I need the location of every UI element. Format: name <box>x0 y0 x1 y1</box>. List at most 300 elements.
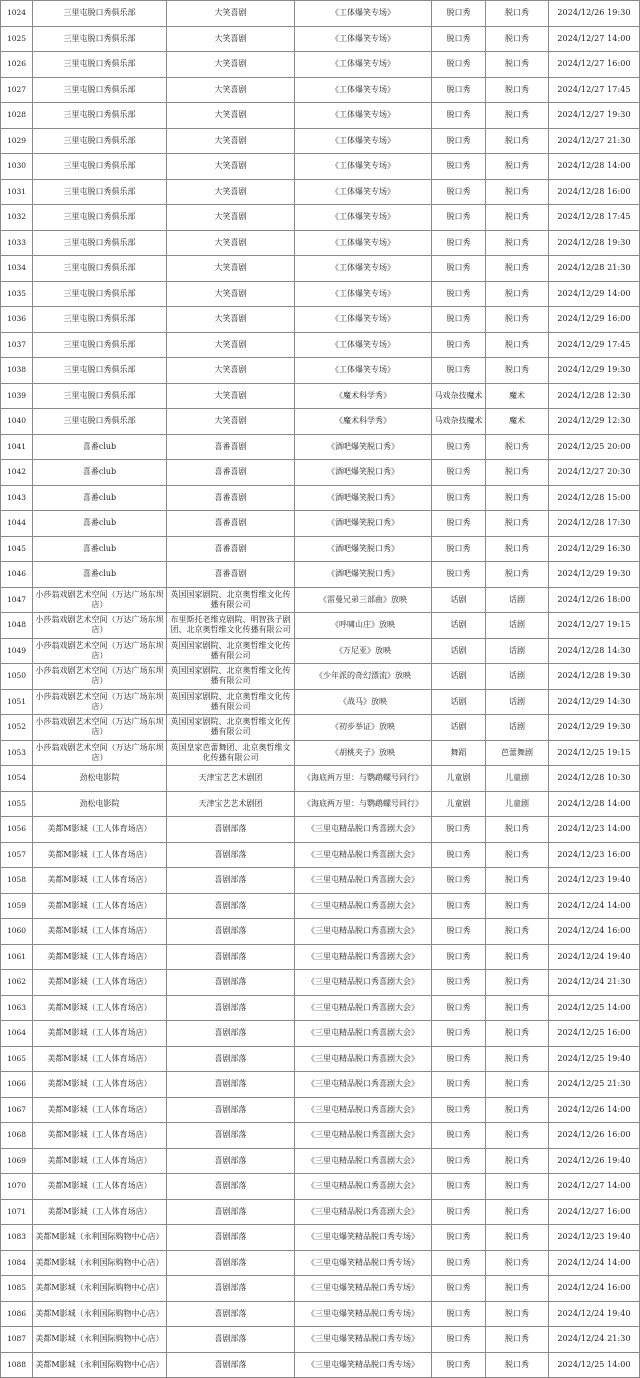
program-title-cell: 《酒吧爆笑脱口秀》 <box>295 536 432 562</box>
table-row <box>1 944 640 970</box>
row-number: 1050 <box>1 664 33 690</box>
table-row <box>1 1250 640 1276</box>
venue-cell: 三里屯脱口秀俱乐部 <box>33 358 167 384</box>
venue-cell: 美都M影城（工人体育场店） <box>33 1021 167 1047</box>
organizer-cell: 大笑喜剧 <box>167 154 295 180</box>
show-time-cell: 2024/12/29 19:30 <box>549 715 640 741</box>
show-time-cell: 2024/12/23 19:40 <box>549 1225 640 1251</box>
show-time-cell: 2024/12/29 12:30 <box>549 409 640 435</box>
organizer-cell: 喜剧部落 <box>167 817 295 843</box>
program-title-cell: 《万尼亚》放映 <box>295 638 432 664</box>
organizer-cell: 喜剧部落 <box>167 1072 295 1098</box>
program-title-cell: 《工体爆笑专场》 <box>295 128 432 154</box>
category-cell: 脱口秀 <box>432 485 486 511</box>
subcategory-cell: 芭蕾舞剧 <box>486 740 549 766</box>
category-cell: 脱口秀 <box>432 893 486 919</box>
show-time-cell: 2024/12/28 19:30 <box>549 664 640 690</box>
row-number: 1060 <box>1 919 33 945</box>
table-row <box>1 536 640 562</box>
row-number: 1063 <box>1 995 33 1021</box>
row-number: 1049 <box>1 638 33 664</box>
category-cell: 脱口秀 <box>432 1046 486 1072</box>
organizer-cell: 喜番喜剧 <box>167 536 295 562</box>
subcategory-cell: 脱口秀 <box>486 1199 549 1225</box>
program-title-cell: 《三里屯爆笑精品脱口秀专场》 <box>295 1250 432 1276</box>
organizer-cell: 喜剧部落 <box>167 1225 295 1251</box>
program-title-cell: 《三里屯爆笑精品脱口秀专场》 <box>295 1352 432 1378</box>
table-row <box>1 664 640 690</box>
table-row <box>1 1276 640 1302</box>
subcategory-cell: 话剧 <box>486 638 549 664</box>
table-row <box>1 995 640 1021</box>
row-number: 1067 <box>1 1097 33 1123</box>
table-row <box>1 26 640 52</box>
table-body <box>1 1 640 1378</box>
subcategory-cell: 魔术 <box>486 409 549 435</box>
organizer-cell: 大笑喜剧 <box>167 1 295 27</box>
table-row <box>1 332 640 358</box>
organizer-cell: 喜番喜剧 <box>167 434 295 460</box>
table-row <box>1 1301 640 1327</box>
row-number: 1070 <box>1 1174 33 1200</box>
venue-cell: 美都M影城（工人体育场店） <box>33 842 167 868</box>
table-row <box>1 1148 640 1174</box>
table-row <box>1 715 640 741</box>
subcategory-cell: 脱口秀 <box>486 485 549 511</box>
venue-cell: 三里屯脱口秀俱乐部 <box>33 409 167 435</box>
row-number: 1061 <box>1 944 33 970</box>
row-number: 1041 <box>1 434 33 460</box>
venue-cell: 美都M影城（工人体育场店） <box>33 1097 167 1123</box>
row-number: 1028 <box>1 103 33 129</box>
program-title-cell: 《工体爆笑专场》 <box>295 332 432 358</box>
show-time-cell: 2024/12/29 19:30 <box>549 358 640 384</box>
organizer-cell: 喜剧部落 <box>167 1199 295 1225</box>
category-cell: 脱口秀 <box>432 511 486 537</box>
venue-cell: 美都M影城（工人体育场店） <box>33 1148 167 1174</box>
venue-cell: 美都M影城（工人体育场店） <box>33 944 167 970</box>
subcategory-cell: 脱口秀 <box>486 1276 549 1302</box>
table-row <box>1 817 640 843</box>
show-time-cell: 2024/12/29 19:30 <box>549 562 640 588</box>
organizer-cell: 喜剧部落 <box>167 995 295 1021</box>
organizer-cell: 大笑喜剧 <box>167 409 295 435</box>
table-row <box>1 1123 640 1149</box>
venue-cell: 美都M影城（工人体育场店） <box>33 893 167 919</box>
program-title-cell: 《胡桃夹子》放映 <box>295 740 432 766</box>
program-title-cell: 《工体爆笑专场》 <box>295 256 432 282</box>
subcategory-cell: 脱口秀 <box>486 281 549 307</box>
table-row <box>1 103 640 129</box>
venue-cell: 三里屯脱口秀俱乐部 <box>33 281 167 307</box>
table-row <box>1 154 640 180</box>
program-title-cell: 《工体爆笑专场》 <box>295 103 432 129</box>
show-time-cell: 2024/12/25 14:00 <box>549 995 640 1021</box>
venue-cell: 美都M影城（工人体育场店） <box>33 1123 167 1149</box>
row-number: 1066 <box>1 1072 33 1098</box>
subcategory-cell: 脱口秀 <box>486 1250 549 1276</box>
subcategory-cell: 儿童剧 <box>486 766 549 792</box>
program-title-cell: 《工体爆笑专场》 <box>295 179 432 205</box>
row-number: 1038 <box>1 358 33 384</box>
subcategory-cell: 脱口秀 <box>486 1072 549 1098</box>
show-time-cell: 2024/12/25 16:00 <box>549 1021 640 1047</box>
row-number: 1047 <box>1 587 33 613</box>
row-number: 1032 <box>1 205 33 231</box>
program-title-cell: 《三里屯精品脱口秀喜剧大会》 <box>295 995 432 1021</box>
program-title-cell: 《三里屯精品脱口秀喜剧大会》 <box>295 1123 432 1149</box>
table-row <box>1 281 640 307</box>
show-time-cell: 2024/12/29 16:00 <box>549 307 640 333</box>
show-time-cell: 2024/12/28 15:00 <box>549 485 640 511</box>
organizer-cell: 喜剧部落 <box>167 1148 295 1174</box>
table-row <box>1 970 640 996</box>
venue-cell: 劲松电影院 <box>33 791 167 817</box>
show-time-cell: 2024/12/26 14:00 <box>549 1097 640 1123</box>
row-number: 1024 <box>1 1 33 27</box>
category-cell: 脱口秀 <box>432 1021 486 1047</box>
show-time-cell: 2024/12/28 10:30 <box>549 766 640 792</box>
subcategory-cell: 脱口秀 <box>486 205 549 231</box>
organizer-cell: 喜番喜剧 <box>167 511 295 537</box>
venue-cell: 美都M影城（工人体育场店） <box>33 1199 167 1225</box>
show-time-cell: 2024/12/28 14:00 <box>549 791 640 817</box>
organizer-cell: 大笑喜剧 <box>167 128 295 154</box>
show-time-cell: 2024/12/28 16:00 <box>549 179 640 205</box>
category-cell: 脱口秀 <box>432 1123 486 1149</box>
row-number: 1068 <box>1 1123 33 1149</box>
table-row <box>1 613 640 639</box>
show-time-cell: 2024/12/23 19:40 <box>549 868 640 894</box>
venue-cell: 小莎翁戏剧艺术空间（万达广场东坝店） <box>33 689 167 715</box>
show-time-cell: 2024/12/29 16:30 <box>549 536 640 562</box>
row-number: 1084 <box>1 1250 33 1276</box>
show-time-cell: 2024/12/26 19:30 <box>549 1 640 27</box>
subcategory-cell: 脱口秀 <box>486 1148 549 1174</box>
category-cell: 脱口秀 <box>432 562 486 588</box>
table-row <box>1 842 640 868</box>
row-number: 1044 <box>1 511 33 537</box>
table-row <box>1 689 640 715</box>
show-time-cell: 2024/12/28 14:00 <box>549 154 640 180</box>
venue-cell: 三里屯脱口秀俱乐部 <box>33 256 167 282</box>
organizer-cell: 大笑喜剧 <box>167 307 295 333</box>
program-title-cell: 《雷曼兄弟三部曲》放映 <box>295 587 432 613</box>
table-row <box>1 460 640 486</box>
venue-cell: 美都M影城（永利国际购物中心店） <box>33 1250 167 1276</box>
row-number: 1026 <box>1 52 33 78</box>
program-title-cell: 《酒吧爆笑脱口秀》 <box>295 460 432 486</box>
category-cell: 脱口秀 <box>432 128 486 154</box>
venue-cell: 美都M影城（工人体育场店） <box>33 1174 167 1200</box>
program-title-cell: 《工体爆笑专场》 <box>295 358 432 384</box>
venue-cell: 小莎翁戏剧艺术空间（万达广场东坝店） <box>33 664 167 690</box>
row-number: 1035 <box>1 281 33 307</box>
program-title-cell: 《工体爆笑专场》 <box>295 205 432 231</box>
program-title-cell: 《三里屯精品脱口秀喜剧大会》 <box>295 842 432 868</box>
row-number: 1085 <box>1 1276 33 1302</box>
row-number: 1083 <box>1 1225 33 1251</box>
subcategory-cell: 脱口秀 <box>486 970 549 996</box>
row-number: 1051 <box>1 689 33 715</box>
row-number: 1048 <box>1 613 33 639</box>
category-cell: 脱口秀 <box>432 1148 486 1174</box>
venue-cell: 小莎翁戏剧艺术空间（万达广场东坝店） <box>33 740 167 766</box>
organizer-cell: 喜剧部落 <box>167 1097 295 1123</box>
table-row <box>1 52 640 78</box>
table-row <box>1 868 640 894</box>
subcategory-cell: 话剧 <box>486 664 549 690</box>
row-number: 1037 <box>1 332 33 358</box>
subcategory-cell: 脱口秀 <box>486 868 549 894</box>
category-cell: 脱口秀 <box>432 230 486 256</box>
venue-cell: 小莎翁戏剧艺术空间（万达广场东坝店） <box>33 587 167 613</box>
row-number: 1036 <box>1 307 33 333</box>
category-cell: 脱口秀 <box>432 1174 486 1200</box>
show-time-cell: 2024/12/23 16:00 <box>549 842 640 868</box>
show-time-cell: 2024/12/28 17:45 <box>549 205 640 231</box>
show-time-cell: 2024/12/28 14:30 <box>549 638 640 664</box>
venue-cell: 三里屯脱口秀俱乐部 <box>33 307 167 333</box>
organizer-cell: 喜剧部落 <box>167 944 295 970</box>
program-title-cell: 《工体爆笑专场》 <box>295 1 432 27</box>
organizer-cell: 布里斯托老维克剧院、明智孩子剧团、北京奥哲维文化传播有限公司 <box>167 613 295 639</box>
show-time-cell: 2024/12/25 14:00 <box>549 1352 640 1378</box>
subcategory-cell: 儿童剧 <box>486 791 549 817</box>
venue-cell: 劲松电影院 <box>33 766 167 792</box>
category-cell: 舞蹈 <box>432 740 486 766</box>
venue-cell: 三里屯脱口秀俱乐部 <box>33 26 167 52</box>
row-number: 1033 <box>1 230 33 256</box>
row-number: 1065 <box>1 1046 33 1072</box>
row-number: 1062 <box>1 970 33 996</box>
program-title-cell: 《海底两万里：与鹦鹉螺号同行》 <box>295 791 432 817</box>
subcategory-cell: 脱口秀 <box>486 332 549 358</box>
organizer-cell: 英国皇家芭蕾舞团、北京奥哲维文化传播有限公司 <box>167 740 295 766</box>
venue-cell: 美都M影城（工人体育场店） <box>33 1072 167 1098</box>
category-cell: 话剧 <box>432 715 486 741</box>
table-row <box>1 358 640 384</box>
category-cell: 脱口秀 <box>432 817 486 843</box>
subcategory-cell: 脱口秀 <box>486 230 549 256</box>
show-time-cell: 2024/12/27 16:00 <box>549 1199 640 1225</box>
organizer-cell: 喜剧部落 <box>167 919 295 945</box>
table-row <box>1 1021 640 1047</box>
subcategory-cell: 脱口秀 <box>486 26 549 52</box>
program-title-cell: 《三里屯精品脱口秀喜剧大会》 <box>295 1072 432 1098</box>
program-title-cell: 《酒吧爆笑脱口秀》 <box>295 562 432 588</box>
table-row <box>1 1199 640 1225</box>
category-cell: 马戏杂技魔术 <box>432 383 486 409</box>
show-time-cell: 2024/12/24 19:40 <box>549 944 640 970</box>
subcategory-cell: 脱口秀 <box>486 1 549 27</box>
show-time-cell: 2024/12/26 19:40 <box>549 1148 640 1174</box>
category-cell: 话剧 <box>432 613 486 639</box>
category-cell: 儿童剧 <box>432 791 486 817</box>
venue-cell: 三里屯脱口秀俱乐部 <box>33 128 167 154</box>
venue-cell: 三里屯脱口秀俱乐部 <box>33 383 167 409</box>
venue-cell: 喜番club <box>33 562 167 588</box>
organizer-cell: 大笑喜剧 <box>167 179 295 205</box>
program-title-cell: 《工体爆笑专场》 <box>295 230 432 256</box>
program-title-cell: 《工体爆笑专场》 <box>295 281 432 307</box>
subcategory-cell: 脱口秀 <box>486 995 549 1021</box>
program-title-cell: 《工体爆笑专场》 <box>295 77 432 103</box>
category-cell: 话剧 <box>432 587 486 613</box>
subcategory-cell: 魔术 <box>486 383 549 409</box>
category-cell: 脱口秀 <box>432 995 486 1021</box>
show-time-cell: 2024/12/24 21:30 <box>549 970 640 996</box>
venue-cell: 美都M影城（工人体育场店） <box>33 995 167 1021</box>
category-cell: 脱口秀 <box>432 868 486 894</box>
show-time-cell: 2024/12/27 14:00 <box>549 26 640 52</box>
table-row <box>1 128 640 154</box>
subcategory-cell: 脱口秀 <box>486 256 549 282</box>
subcategory-cell: 脱口秀 <box>486 842 549 868</box>
category-cell: 脱口秀 <box>432 77 486 103</box>
program-title-cell: 《三里屯精品脱口秀喜剧大会》 <box>295 944 432 970</box>
venue-cell: 喜番club <box>33 460 167 486</box>
category-cell: 脱口秀 <box>432 307 486 333</box>
show-time-cell: 2024/12/24 16:00 <box>549 1276 640 1302</box>
organizer-cell: 大笑喜剧 <box>167 332 295 358</box>
subcategory-cell: 脱口秀 <box>486 1301 549 1327</box>
venue-cell: 三里屯脱口秀俱乐部 <box>33 332 167 358</box>
table-row <box>1 179 640 205</box>
organizer-cell: 喜番喜剧 <box>167 460 295 486</box>
organizer-cell: 大笑喜剧 <box>167 383 295 409</box>
row-number: 1088 <box>1 1352 33 1378</box>
row-number: 1059 <box>1 893 33 919</box>
program-title-cell: 《工体爆笑专场》 <box>295 154 432 180</box>
program-title-cell: 《工体爆笑专场》 <box>295 307 432 333</box>
organizer-cell: 大笑喜剧 <box>167 256 295 282</box>
row-number: 1027 <box>1 77 33 103</box>
show-time-cell: 2024/12/26 18:00 <box>549 587 640 613</box>
row-number: 1086 <box>1 1301 33 1327</box>
subcategory-cell: 脱口秀 <box>486 1352 549 1378</box>
subcategory-cell: 脱口秀 <box>486 103 549 129</box>
venue-cell: 喜番club <box>33 485 167 511</box>
program-title-cell: 《三里屯爆笑精品脱口秀专场》 <box>295 1301 432 1327</box>
show-time-cell: 2024/12/24 14:00 <box>549 1250 640 1276</box>
category-cell: 脱口秀 <box>432 332 486 358</box>
program-title-cell: 《三里屯精品脱口秀喜剧大会》 <box>295 893 432 919</box>
category-cell: 脱口秀 <box>432 460 486 486</box>
category-cell: 脱口秀 <box>432 1352 486 1378</box>
subcategory-cell: 脱口秀 <box>486 536 549 562</box>
show-time-cell: 2024/12/25 20:00 <box>549 434 640 460</box>
organizer-cell: 喜剧部落 <box>167 1276 295 1302</box>
venue-cell: 美都M影城（工人体育场店） <box>33 919 167 945</box>
category-cell: 脱口秀 <box>432 1327 486 1353</box>
program-title-cell: 《战马》放映 <box>295 689 432 715</box>
table-row <box>1 562 640 588</box>
row-number: 1056 <box>1 817 33 843</box>
program-title-cell: 《三里屯精品脱口秀喜剧大会》 <box>295 1021 432 1047</box>
organizer-cell: 喜剧部落 <box>167 842 295 868</box>
category-cell: 脱口秀 <box>432 919 486 945</box>
organizer-cell: 喜剧部落 <box>167 1250 295 1276</box>
venue-cell: 美都M影城（工人体育场店） <box>33 868 167 894</box>
subcategory-cell: 脱口秀 <box>486 179 549 205</box>
organizer-cell: 大笑喜剧 <box>167 358 295 384</box>
table-row <box>1 230 640 256</box>
row-number: 1046 <box>1 562 33 588</box>
table-row <box>1 791 640 817</box>
program-title-cell: 《酒吧爆笑脱口秀》 <box>295 511 432 537</box>
show-time-cell: 2024/12/24 16:00 <box>549 919 640 945</box>
category-cell: 脱口秀 <box>432 26 486 52</box>
program-title-cell: 《三里屯精品脱口秀喜剧大会》 <box>295 1046 432 1072</box>
program-title-cell: 《酒吧爆笑脱口秀》 <box>295 434 432 460</box>
row-number: 1042 <box>1 460 33 486</box>
show-time-cell: 2024/12/23 14:00 <box>549 817 640 843</box>
table-row <box>1 77 640 103</box>
subcategory-cell: 脱口秀 <box>486 307 549 333</box>
program-title-cell: 《魔术科学秀》 <box>295 409 432 435</box>
row-number: 1054 <box>1 766 33 792</box>
category-cell: 脱口秀 <box>432 154 486 180</box>
organizer-cell: 喜剧部落 <box>167 1021 295 1047</box>
show-time-cell: 2024/12/27 17:45 <box>549 77 640 103</box>
category-cell: 脱口秀 <box>432 1199 486 1225</box>
table-row <box>1 256 640 282</box>
venue-cell: 三里屯脱口秀俱乐部 <box>33 179 167 205</box>
venue-cell: 美都M影城（永利国际购物中心店） <box>33 1276 167 1302</box>
row-number: 1030 <box>1 154 33 180</box>
category-cell: 脱口秀 <box>432 1072 486 1098</box>
organizer-cell: 大笑喜剧 <box>167 230 295 256</box>
program-title-cell: 《酒吧爆笑脱口秀》 <box>295 485 432 511</box>
venue-cell: 三里屯脱口秀俱乐部 <box>33 205 167 231</box>
category-cell: 儿童剧 <box>432 766 486 792</box>
table-row <box>1 1352 640 1378</box>
table-row <box>1 1097 640 1123</box>
table-row <box>1 409 640 435</box>
table-row <box>1 485 640 511</box>
row-number: 1071 <box>1 1199 33 1225</box>
subcategory-cell: 脱口秀 <box>486 944 549 970</box>
table-row <box>1 205 640 231</box>
table-row <box>1 383 640 409</box>
show-time-cell: 2024/12/26 16:00 <box>549 1123 640 1149</box>
venue-cell: 小莎翁戏剧艺术空间（万达广场东坝店） <box>33 715 167 741</box>
category-cell: 脱口秀 <box>432 944 486 970</box>
show-time-cell: 2024/12/27 16:00 <box>549 52 640 78</box>
subcategory-cell: 脱口秀 <box>486 1174 549 1200</box>
show-time-cell: 2024/12/27 14:00 <box>549 1174 640 1200</box>
subcategory-cell: 脱口秀 <box>486 358 549 384</box>
subcategory-cell: 话剧 <box>486 613 549 639</box>
organizer-cell: 大笑喜剧 <box>167 281 295 307</box>
subcategory-cell: 话剧 <box>486 587 549 613</box>
program-title-cell: 《三里屯精品脱口秀喜剧大会》 <box>295 817 432 843</box>
row-number: 1058 <box>1 868 33 894</box>
show-time-cell: 2024/12/27 19:15 <box>549 613 640 639</box>
table-row <box>1 434 640 460</box>
subcategory-cell: 脱口秀 <box>486 562 549 588</box>
subcategory-cell: 脱口秀 <box>486 817 549 843</box>
subcategory-cell: 脱口秀 <box>486 1046 549 1072</box>
show-time-cell: 2024/12/28 21:30 <box>549 256 640 282</box>
venue-cell: 喜番club <box>33 434 167 460</box>
show-time-cell: 2024/12/24 19:40 <box>549 1301 640 1327</box>
show-time-cell: 2024/12/25 19:15 <box>549 740 640 766</box>
show-time-cell: 2024/12/27 21:30 <box>549 128 640 154</box>
category-cell: 脱口秀 <box>432 970 486 996</box>
subcategory-cell: 话剧 <box>486 689 549 715</box>
